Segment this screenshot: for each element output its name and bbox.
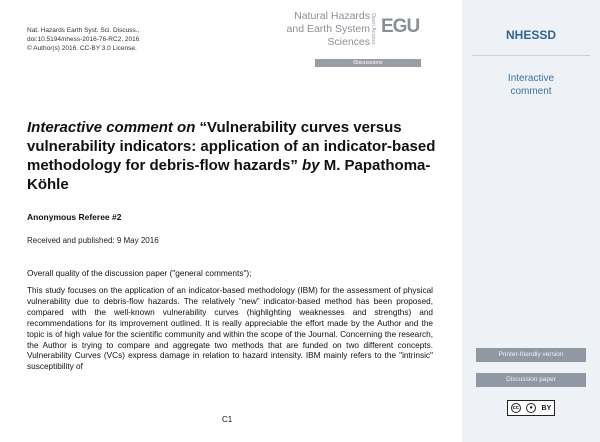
title-prefix: Interactive comment on [27,119,196,136]
open-access-label: Open Access [370,13,376,45]
logo-text [287,10,370,49]
citation-doi: doi:10.5194/nhess-2016-76-RC2, 2016 [27,36,140,43]
logo-discussions: Discussions [315,59,421,67]
received-date: Received and published: 9 May 2016 [27,236,159,245]
sidebar-divider [472,55,590,56]
citation-block [27,26,139,53]
page-title [27,118,447,194]
interactive-line-2: comment [510,86,552,97]
interactive-line-1: Interactive [507,73,555,84]
logo-line-3: Sciences [327,36,370,48]
page-number: C1 [222,415,233,424]
cc-icon: cc [512,405,519,411]
journal-abbrev: NHESSD [505,28,556,42]
cc-license-badge[interactable] [507,400,555,416]
by-person-icon: ● [526,403,536,413]
logo-line-1: Natural Hazards [294,10,370,22]
sidebar [462,0,600,442]
discussion-paper-button[interactable]: Discussion paper [476,373,586,387]
interactive-comment-label [462,72,600,98]
title-author: M. Papathoma-Köhle [27,157,431,193]
referee-name: Anonymous Referee #2 [27,212,122,222]
citation-journal: Nat. Hazards Earth Syst. Sci. Discuss., [27,27,140,34]
title-main: “Vulnerability curves versus vulnerability indicators: application of an indicator-based methodology for debris-flow hazards” [27,119,436,174]
section-heading: Overall quality of the discussion paper ("general comments"); [27,268,252,278]
printer-friendly-button[interactable]: Printer-friendly version [476,348,586,362]
logo-line-2: and Earth System [286,23,370,35]
journal-logo [248,10,448,72]
body-paragraph: This study focuses on the application of an indicator-based methodology (IBM) for the assessment of physical vulnerability due to debris-flow hazards. The relatively “new” indicator-based method has been proposed, compared with the well-known vulnerability curves (highlighting weaknesses and strengths) and recommendations for its improvement outlined. It is really appreciable the effort made by the Author and the topic is of high value for the scientific community and within the scope of the Journal. Concerning the research, the Author is trying to compare and aggregate two methods that are funded on two different concepts. Vulnerability Curves (VCs) express damage in relation to hazard intensity. IBM mainly refers to the "intrinsic" susceptibility of [27,286,433,372]
by-label: BY [541,404,552,412]
egu-logo-icon: EGU [381,16,420,37]
citation-copyright: © Author(s) 2016. CC-BY 3.0 License. [27,45,137,52]
title-by: by [302,157,320,174]
